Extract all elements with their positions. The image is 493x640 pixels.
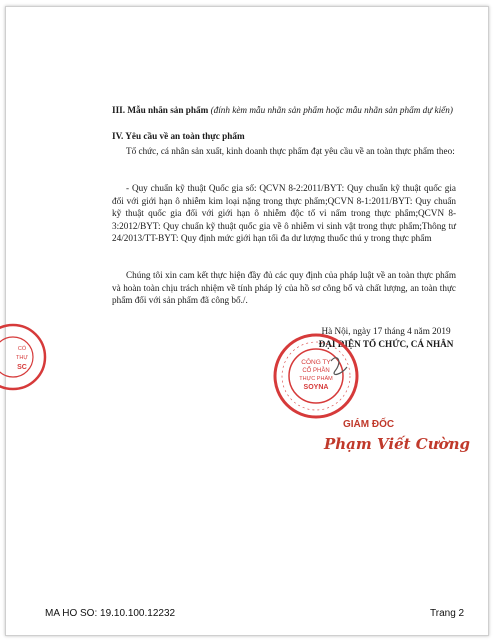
stamp-line-2: CỔ PHẦN — [302, 368, 330, 374]
section-3 — [112, 104, 456, 117]
commitment-paragraph: Chúng tôi xin cam kết thực hiện đầy đủ các quy định của pháp luật về an toàn thực phẩm và hoàn toàn chịu trách nhiệm về tính pháp lý của hồ sơ công bố và chất lượng, an toàn thực phẩm đối với sản phẩm đã công bố./. — [112, 270, 456, 306]
stamp-line-4: SOYNA — [303, 384, 329, 391]
stamp-line-1: CÔNG TY — [301, 359, 331, 366]
document-page — [5, 6, 489, 636]
signature-scribble — [331, 358, 347, 375]
dossier-number: MA HO SO: 19.10.100.12232 — [45, 608, 176, 619]
side-stamp-line-3: SC — [17, 364, 27, 371]
representative-title: ĐẠI DIỆN TỔ CHỨC, CÁ NHÂN — [318, 339, 454, 349]
section-3-note: (đính kèm mẫu nhãn sản phẩm hoặc mẫu nhãn sản phẩm dự kiến) — [210, 105, 453, 115]
side-stamp-line-1: CỔ — [17, 346, 27, 352]
section-3-heading: III. Mẫu nhãn sản phẩm — [112, 105, 209, 115]
standards-paragraph: - Quy chuẩn kỹ thuật Quốc gia số: QCVN 8-2:2011/BYT: Quy chuẩn kỹ thuật quốc gia đối với giới hạn ô nhiễm kim loại nặng trong thực phẩm;QCVN 8-1:2011/BYT: Quy chuẩn kỹ thuật quốc gia đối với giới hạn ô nhiễm độc tố vi nấm trong thực phẩm;QCVN 8-3:2012/BYT: Quy chuẩn kỹ thuật quốc gia về ô nhiễm vi sinh vật trong thực phẩm;Thông tư 24/2013/TT-BYT: Quy định mức giới hạn tối đa dư lượng thuốc thú y trong thực phẩm — [112, 183, 456, 244]
page-number: Trang 2 — [430, 608, 465, 619]
side-stamp-line-2: THỰ — [15, 355, 29, 361]
director-name: Phạm Viết Cường — [324, 435, 471, 453]
place-date: Hà Nội, ngày 17 tháng 4 năm 2019 — [321, 326, 451, 336]
section-4-heading: IV. Yêu cầu về an toàn thực phẩm — [112, 131, 245, 141]
stamp-line-3: THỰC PHẨM — [299, 376, 333, 382]
company-stamp — [271, 331, 361, 421]
section-4-intro: Tổ chức, cá nhân sản xuất, kinh doanh thực phẩm đạt yêu cầu về an toàn thực phẩm theo: — [126, 146, 455, 156]
director-title: GIÁM ĐỐC — [343, 419, 395, 430]
side-stamp — [0, 322, 48, 392]
